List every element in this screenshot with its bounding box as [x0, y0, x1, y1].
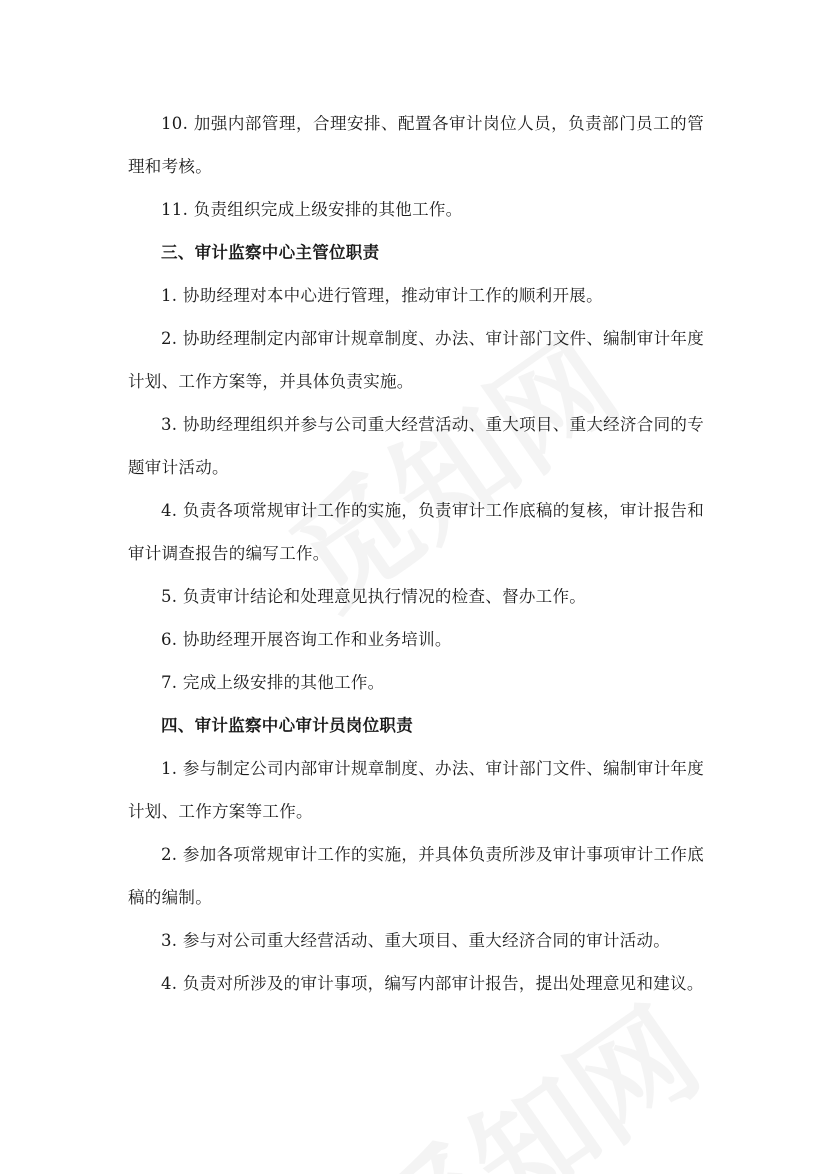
paragraph-auditor-duty-3: 3. 参与对公司重大经营活动、重大项目、重大经济合同的审计活动。 — [161, 931, 671, 950]
paragraph-supervisor-duty-2: 2. 协助经理制定内部审计规章制度、办法、审计部门文件、编制审计年度计划、工作方案等，并具体负责实施。 — [128, 329, 704, 391]
paragraph-supervisor-duty-6: 6. 协助经理开展咨询工作和业务培训。 — [161, 630, 452, 649]
document-body — [128, 102, 704, 1005]
paragraph-supervisor-duty-5: 5. 负责审计结论和处理意见执行情况的检查、督办工作。 — [161, 587, 587, 606]
paragraph-duty-10: 10. 加强内部管理，合理安排、配置各审计岗位人员，负责部门员工的管理和考核。 — [128, 114, 704, 176]
paragraph-auditor-duty-2: 2. 参加各项常规审计工作的实施，并具体负责所涉及审计事项审计工作底稿的编制。 — [128, 845, 704, 907]
paragraph-supervisor-duty-1: 1. 协助经理对本中心进行管理，推动审计工作的顺利开展。 — [161, 286, 603, 305]
paragraph-supervisor-duty-4: 4. 负责各项常规审计工作的实施，负责审计工作底稿的复核，审计报告和审计调查报告的编写工作。 — [128, 501, 704, 563]
paragraph-supervisor-duty-7: 7. 完成上级安排的其他工作。 — [161, 673, 385, 692]
paragraph-auditor-duty-1: 1. 参与制定公司内部审计规章制度、办法、审计部门文件、编制审计年度计划、工作方案等工作。 — [128, 759, 704, 821]
section-heading-supervisor: 三、审计监察中心主管位职责 — [161, 243, 380, 262]
paragraph-supervisor-duty-3: 3. 协助经理组织并参与公司重大经营活动、重大项目、重大经济合同的专题审计活动。 — [128, 415, 704, 477]
paragraph-duty-11: 11. 负责组织完成上级安排的其他工作。 — [161, 200, 463, 219]
paragraph-auditor-duty-4: 4. 负责对所涉及的审计事项，编写内部审计报告，提出处理意见和建议。 — [161, 974, 704, 993]
section-heading-auditor: 四、审计监察中心审计员岗位职责 — [161, 716, 413, 735]
